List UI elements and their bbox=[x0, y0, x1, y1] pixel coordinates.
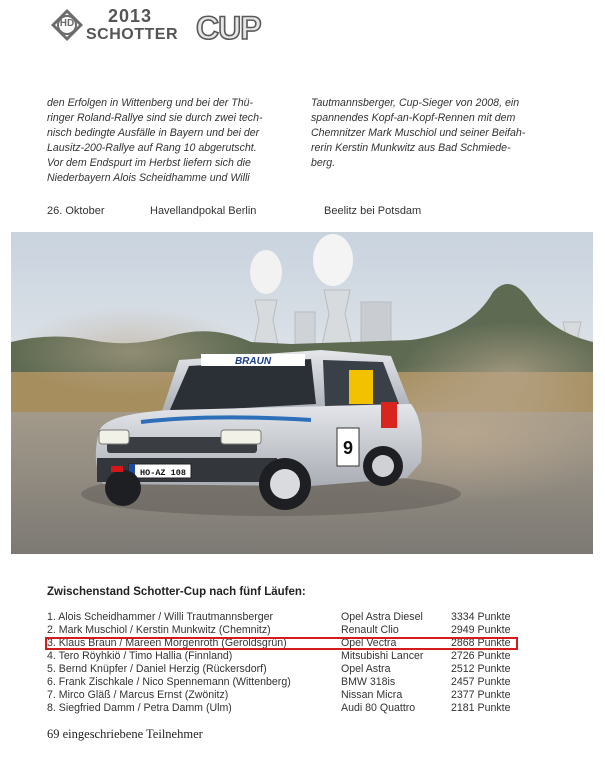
license-plate: HO-AZ 108 bbox=[140, 468, 186, 478]
standings-table bbox=[47, 611, 527, 715]
highlight-box bbox=[45, 637, 518, 650]
article-line: ringer Roland-Rallye sind sie durch zwei tech- bbox=[47, 112, 263, 124]
standings-car: Opel Astra Diesel bbox=[341, 611, 423, 623]
standings-team: 8. Siegfried Damm / Petra Damm (Ulm) bbox=[47, 702, 232, 714]
emblem-text: HD bbox=[59, 18, 75, 29]
standings-car: BMW 318is bbox=[341, 676, 396, 688]
article-line: Lausitz-200-Rallye auf Rang 10 abgerutscht. bbox=[47, 142, 257, 154]
standings-row bbox=[47, 676, 527, 689]
standings-car: Nissan Micra bbox=[341, 689, 403, 701]
article-line: nisch bedingte Ausfälle in Bayern und bei der bbox=[47, 127, 260, 139]
standings-points: 2512 Punkte bbox=[451, 663, 511, 675]
standings-row bbox=[47, 650, 527, 663]
standings-points: 3334 Punkte bbox=[451, 611, 511, 623]
event-place: Beelitz bei Potsdam bbox=[324, 205, 422, 217]
article-line: berg. bbox=[311, 157, 336, 169]
standings-team: 2. Mark Muschiol / Kerstin Munkwitz (Chemnitz) bbox=[47, 624, 271, 636]
standings-points: 2377 Punkte bbox=[451, 689, 511, 701]
article-column-right bbox=[311, 96, 561, 171]
standings-car: Opel Astra bbox=[341, 663, 391, 675]
standings-car: Renault Clio bbox=[341, 624, 399, 636]
participants-note: 69 eingeschriebene Teilnehmer bbox=[47, 727, 203, 741]
article-line: Niederbayern Alois Scheidhamme und Willi bbox=[47, 172, 250, 184]
standings-title: Zwischenstand Schotter-Cup nach fünf Läufen: bbox=[47, 586, 306, 598]
logo-brand: SCHOTTER bbox=[86, 26, 178, 43]
hd-emblem-icon bbox=[50, 8, 84, 42]
rally-car-photo bbox=[11, 232, 593, 554]
standings-team: 4. Tero Röyhkiö / Timo Hallia (Finnland) bbox=[47, 650, 233, 662]
article-line: Chemnitzer Mark Muschiol und seiner Beifah- bbox=[311, 127, 526, 139]
article-line: rerin Kerstin Munkwitz aus Bad Schmiede- bbox=[311, 142, 511, 154]
standings-points: 2949 Punkte bbox=[451, 624, 511, 636]
standings-car: Mitsubishi Lancer bbox=[341, 650, 424, 662]
article-column-left bbox=[47, 96, 297, 186]
logo-cup: CUP bbox=[196, 10, 261, 46]
article-line: spannendes Kopf-an-Kopf-Rennen mit dem bbox=[311, 112, 516, 124]
standings-points: 2868 Punkte bbox=[451, 637, 511, 649]
article-line: Tautmannsberger, Cup-Sieger von 2008, ein bbox=[311, 97, 520, 109]
standings-car: Audi 80 Quattro bbox=[341, 702, 416, 714]
logo-year: 2013 bbox=[108, 6, 153, 26]
windshield-banner: BRAUN bbox=[234, 356, 272, 367]
article-line: Vor dem Endspurt im Herbst liefern sich die bbox=[47, 157, 251, 169]
standings-team: 1. Alois Scheidhammer / Willi Trautmannsberger bbox=[47, 611, 274, 623]
standings-row bbox=[47, 702, 527, 715]
standings-team: 5. Bernd Knüpfer / Daniel Herzig (Rückersdorf) bbox=[47, 663, 267, 675]
standings-points: 2181 Punkte bbox=[451, 702, 511, 714]
standings-points: 2726 Punkte bbox=[451, 650, 511, 662]
standings-row bbox=[47, 624, 527, 637]
standings-row bbox=[47, 663, 527, 676]
door-number: 9 bbox=[342, 438, 354, 458]
standings-team: 6. Frank Zischkale / Nico Spennemann (Wittenberg) bbox=[47, 676, 291, 688]
standings-team: 3. Klaus Braun / Mareen Morgenroth (Geroldsgrün) bbox=[47, 637, 287, 649]
article-line: den Erfolgen in Wittenberg und bei der Thü- bbox=[47, 97, 254, 109]
standings-points: 2457 Punkte bbox=[451, 676, 511, 688]
standings-car: Opel Vectra bbox=[341, 637, 397, 649]
cup-logo bbox=[50, 4, 290, 48]
event-name: Havellandpokal Berlin bbox=[150, 205, 257, 217]
event-date: 26. Oktober bbox=[47, 205, 105, 217]
standings-row bbox=[47, 689, 527, 702]
standings-team: 7. Mirco Gläß / Marcus Ernst (Zwönitz) bbox=[47, 689, 229, 701]
standings-row bbox=[47, 611, 527, 624]
